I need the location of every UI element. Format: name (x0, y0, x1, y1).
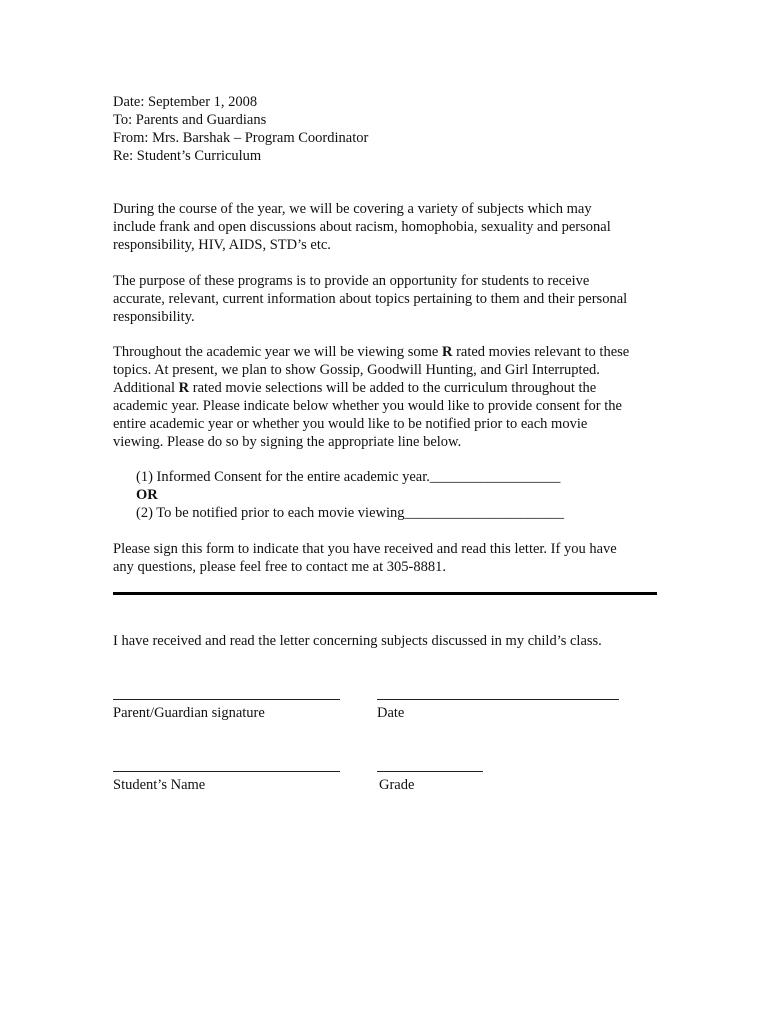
option-or-label: OR (136, 487, 158, 503)
paragraph-line: Additional R rated movie selections will be added to the curriculum throughout the (113, 380, 597, 396)
consent-option-full-year[interactable]: (1) Informed Consent for the entire academic year.__________________ (136, 469, 561, 485)
parent-signature-line[interactable] (113, 699, 340, 700)
memo-to: To: Parents and Guardians (113, 112, 267, 128)
memo-from: From: Mrs. Barshak – Program Coordinator (113, 130, 369, 146)
paragraph-line: entire academic year or whether you would like to be notified prior to each movie (113, 416, 588, 432)
section-divider (113, 592, 657, 595)
paragraph-line: responsibility. (113, 309, 195, 325)
paragraph-line: academic year. Please indicate below whether you would like to provide consent for the (113, 398, 622, 414)
student-name-label: Student’s Name (113, 777, 206, 793)
memo-re: Re: Student’s Curriculum (113, 148, 262, 164)
paragraph-movies (113, 343, 658, 451)
date-label: Date (377, 705, 405, 721)
grade-line[interactable] (377, 771, 483, 772)
paragraph-sign-request (113, 540, 658, 576)
paragraph-line: Throughout the academic year we will be viewing some R rated movies relevant to these (113, 344, 630, 360)
paragraph-subjects (113, 200, 658, 254)
memo-header (113, 93, 368, 165)
paragraph-line: any questions, please feel free to contact me at 305-8881. (113, 559, 446, 575)
paragraph-line: Please sign this form to indicate that you have received and read this letter. If you have (113, 541, 617, 557)
acknowledgement-text: I have received and read the letter concerning subjects discussed in my child’s class. (113, 633, 602, 649)
date-line[interactable] (377, 699, 619, 700)
paragraph-line: responsibility, HIV, AIDS, STD’s etc. (113, 237, 331, 253)
parent-signature-label: Parent/Guardian signature (113, 705, 265, 721)
consent-option-each-movie[interactable]: (2) To be notified prior to each movie viewing______________________ (136, 505, 565, 521)
paragraph-line: The purpose of these programs is to provide an opportunity for students to receive (113, 273, 590, 289)
grade-label: Grade (379, 777, 415, 793)
paragraph-line: include frank and open discussions about racism, homophobia, sexuality and personal (113, 219, 611, 235)
paragraph-line: topics. At present, we plan to show Gossip, Goodwill Hunting, and Girl Interrupted. (113, 362, 600, 378)
paragraph-purpose (113, 272, 658, 326)
paragraph-line: viewing. Please do so by signing the appropriate line below. (113, 434, 462, 450)
student-name-line[interactable] (113, 771, 340, 772)
paragraph-line: accurate, relevant, current information about topics pertaining to them and their personal (113, 291, 628, 307)
paragraph-line: During the course of the year, we will be covering a variety of subjects which may (113, 201, 592, 217)
memo-date: Date: September 1, 2008 (113, 94, 258, 110)
